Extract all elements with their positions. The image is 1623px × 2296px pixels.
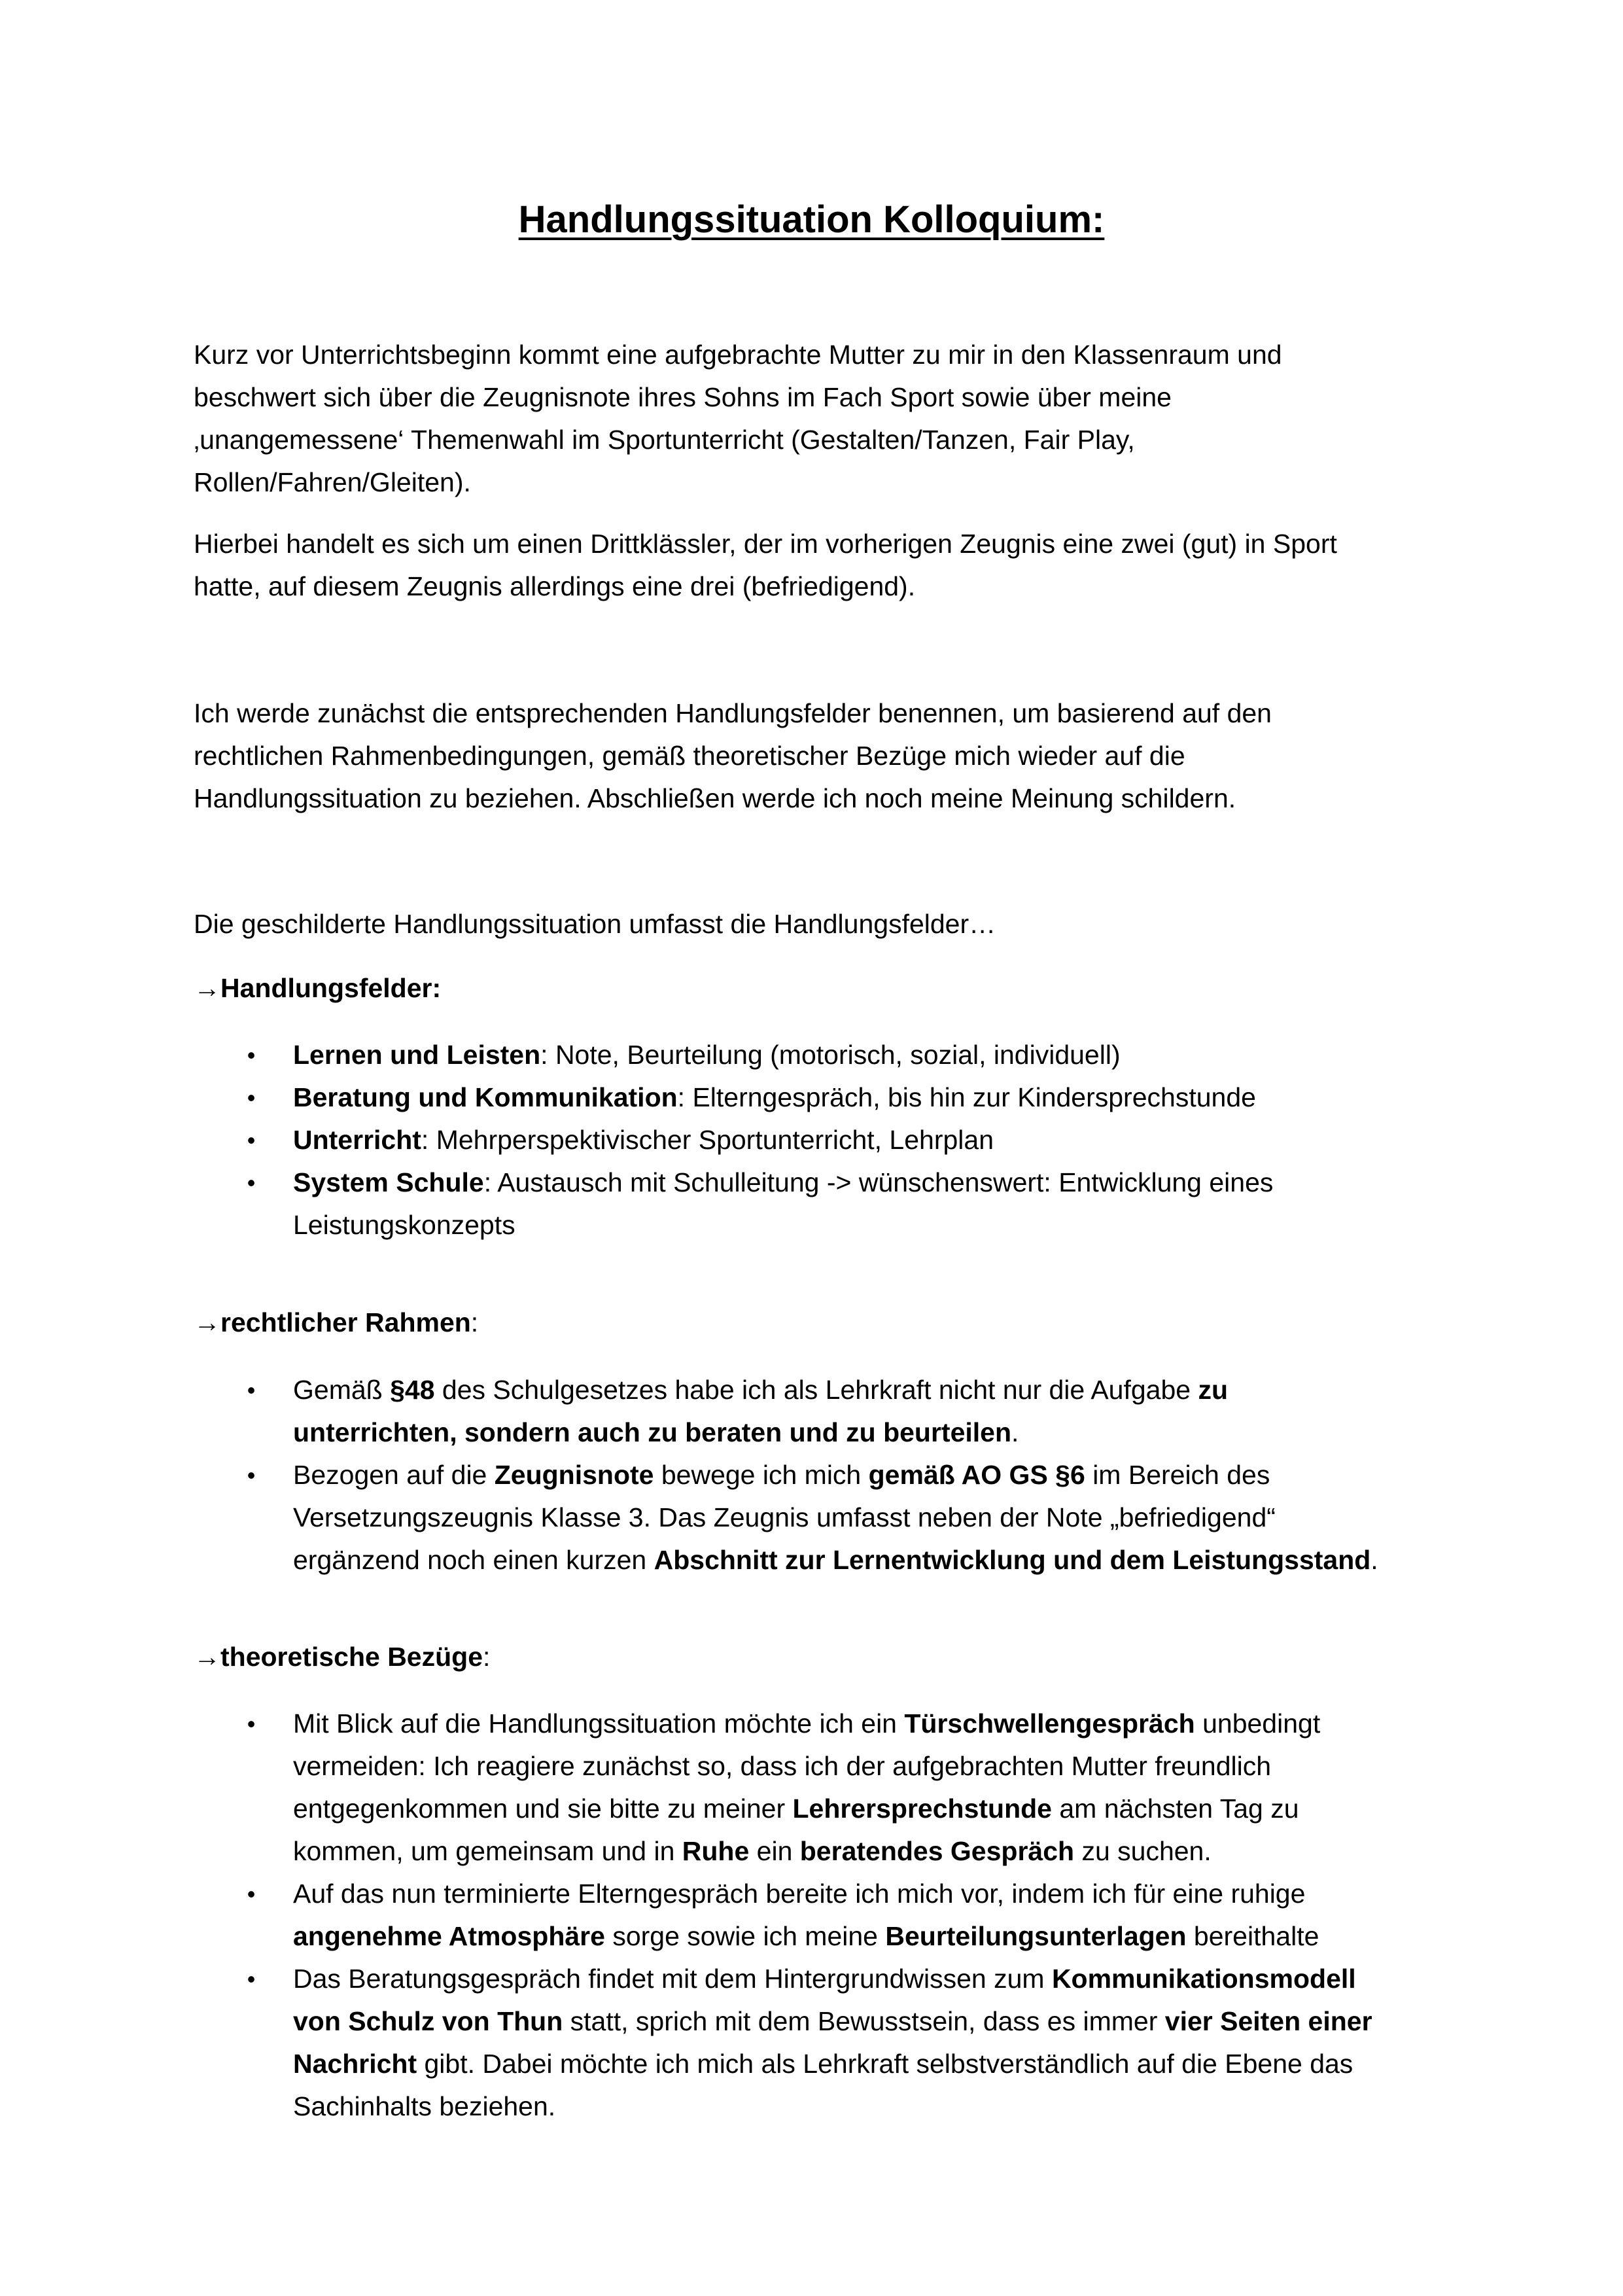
text-line: ‚unangemessene‘ Themenwahl im Sportunterricht (Gestalten/Tanzen, Fair Play, bbox=[194, 425, 1135, 455]
rechtlicher-rahmen-list bbox=[247, 1369, 1471, 1581]
item-text: statt, sprich mit dem Bewusstsein, dass es immer bbox=[563, 2006, 1165, 2036]
item-text: Das Beratungsgespräch findet mit dem Hintergrundwissen zum bbox=[293, 1964, 1052, 1994]
text-line: Kurz vor Unterrichtsbeginn kommt eine aufgebrachte Mutter zu mir in den Klassenraum und bbox=[194, 340, 1282, 370]
list-item bbox=[247, 1119, 1471, 1161]
item-text: gibt. Dabei möchte ich mich als Lehrkraft selbstverständlich auf die Ebene das bbox=[417, 2049, 1353, 2079]
bullet-icon: • bbox=[247, 1966, 256, 1992]
item-term: Beratung und Kommunikation bbox=[293, 1082, 678, 1112]
intro-paragraph-3 bbox=[194, 692, 1437, 820]
list-item bbox=[247, 1034, 1471, 1076]
text-line: Ich werde zunächst die entsprechenden Handlungsfelder benennen, um basierend auf den bbox=[194, 698, 1272, 728]
item-text: Leistungskonzepts bbox=[293, 1210, 515, 1240]
item-text: sorge sowie ich meine bbox=[604, 1921, 886, 1951]
arrow-right-icon: → bbox=[194, 973, 220, 1003]
item-term: Abschnitt zur Lernentwicklung und dem Leistungsstand bbox=[654, 1545, 1371, 1575]
item-text: ein bbox=[749, 1836, 800, 1866]
item-text: Mit Blick auf die Handlungssituation möchte ich ein bbox=[293, 1708, 905, 1739]
text-line: Hierbei handelt es sich um einen Drittklässler, der im vorherigen Zeugnis eine zwei (gut) in Sport bbox=[194, 529, 1337, 559]
bullet-icon: • bbox=[247, 1377, 256, 1404]
bullet-icon: • bbox=[247, 1462, 256, 1489]
theoretische-bezuege-list bbox=[247, 1703, 1471, 2128]
list-item bbox=[247, 1454, 1471, 1581]
bullet-icon: • bbox=[247, 1881, 256, 1907]
item-text: Versetzungszeugnis Klasse 3. Das Zeugnis umfasst neben der Note „befriedigend“ bbox=[293, 1502, 1276, 1532]
bullet-icon: • bbox=[247, 1127, 256, 1154]
item-term: Lehrersprechstunde bbox=[792, 1793, 1052, 1824]
item-text: im Bereich des bbox=[1085, 1460, 1270, 1490]
item-text: bereithalte bbox=[1186, 1921, 1319, 1951]
section-heading-handlungsfelder bbox=[194, 967, 441, 1010]
list-item bbox=[247, 1703, 1471, 1873]
list-item bbox=[247, 1076, 1471, 1119]
text-line: Rollen/Fahren/Gleiten). bbox=[194, 467, 471, 497]
arrow-right-icon: → bbox=[194, 1642, 220, 1672]
item-text: Bezogen auf die bbox=[293, 1460, 495, 1490]
handlungsfelder-list bbox=[247, 1034, 1471, 1246]
intro-paragraph-1 bbox=[194, 334, 1437, 504]
list-item bbox=[247, 1161, 1471, 1246]
item-text: entgegenkommen und sie bitte zu meiner bbox=[293, 1793, 793, 1824]
item-text: des Schulgesetzes habe ich als Lehrkraft nicht nur die Aufgabe bbox=[434, 1375, 1198, 1405]
item-term: Zeugnisnote bbox=[494, 1460, 654, 1490]
item-term: beratendes Gespräch bbox=[799, 1836, 1075, 1866]
item-term: System Schule bbox=[293, 1167, 484, 1197]
item-text: . bbox=[1011, 1417, 1019, 1447]
item-text: kommen, um gemeinsam und in bbox=[293, 1836, 682, 1866]
item-text: unbedingt bbox=[1195, 1708, 1321, 1739]
item-term: Ruhe bbox=[682, 1836, 750, 1866]
list-item bbox=[247, 1369, 1471, 1454]
item-text: : Austausch mit Schulleitung -> wünschenswert: Entwicklung eines bbox=[483, 1167, 1274, 1197]
bullet-icon: • bbox=[247, 1710, 256, 1737]
heading-suffix: : bbox=[470, 1307, 479, 1337]
text-line: hatte, auf diesem Zeugnis allerdings eine drei (befriedigend). bbox=[194, 571, 916, 601]
item-term: Unterricht bbox=[293, 1125, 421, 1155]
intro-paragraph-4 bbox=[194, 903, 1437, 945]
list-item bbox=[247, 1873, 1471, 1958]
item-term: angenehme Atmosphäre bbox=[293, 1921, 605, 1951]
text-line: beschwert sich über die Zeugnisnote ihres Sohns im Fach Sport sowie über meine bbox=[194, 382, 1172, 412]
item-term: Beurteilungsunterlagen bbox=[885, 1921, 1187, 1951]
item-text: Auf das nun terminierte Elterngespräch bereite ich mich vor, indem ich für eine ruhige bbox=[293, 1879, 1306, 1909]
bullet-icon: • bbox=[247, 1084, 256, 1111]
item-text: am nächsten Tag zu bbox=[1051, 1793, 1299, 1824]
heading-label: Handlungsfelder: bbox=[220, 973, 442, 1003]
item-term: zu bbox=[1198, 1375, 1229, 1405]
item-term: unterrichten, sondern auch zu beraten und zu beurteilen bbox=[293, 1417, 1012, 1447]
item-term: vier Seiten einer bbox=[1164, 2006, 1372, 2036]
heading-label: rechtlicher Rahmen bbox=[220, 1307, 471, 1337]
item-text: vermeiden: Ich reagiere zunächst so, dass ich der aufgebrachten Mutter freundlich bbox=[293, 1751, 1272, 1781]
item-text: ergänzend noch einen kurzen bbox=[293, 1545, 654, 1575]
item-term: §48 bbox=[390, 1375, 435, 1405]
item-text: zu suchen. bbox=[1074, 1836, 1212, 1866]
bullet-icon: • bbox=[247, 1169, 256, 1196]
text-line: Handlungssituation zu beziehen. Abschließen werde ich noch meine Meinung schildern. bbox=[194, 783, 1236, 813]
arrow-right-icon: → bbox=[194, 1307, 220, 1337]
item-text: bewege ich mich bbox=[654, 1460, 869, 1490]
item-term: Nachricht bbox=[293, 2049, 417, 2079]
heading-suffix: : bbox=[483, 1642, 491, 1672]
page-title: Handlungssituation Kolloquium: bbox=[518, 198, 1105, 241]
section-heading-rechtlicher-rahmen bbox=[194, 1301, 478, 1344]
item-text: : Note, Beurteilung (motorisch, sozial, individuell) bbox=[540, 1040, 1121, 1070]
item-text: . bbox=[1370, 1545, 1378, 1575]
item-term: von Schulz von Thun bbox=[293, 2006, 563, 2036]
list-item bbox=[247, 1958, 1471, 2128]
item-text: : Mehrperspektivischer Sportunterricht, Lehrplan bbox=[421, 1125, 994, 1155]
bullet-icon: • bbox=[247, 1042, 256, 1069]
heading-label: theoretische Bezüge bbox=[220, 1642, 483, 1672]
item-term: gemäß AO GS §6 bbox=[868, 1460, 1085, 1490]
item-text: Sachinhalts beziehen. bbox=[293, 2091, 556, 2121]
item-text: Gemäß bbox=[293, 1375, 391, 1405]
item-term: Kommunikationsmodell bbox=[1051, 1964, 1356, 1994]
text-line: rechtlichen Rahmenbedingungen, gemäß theoretischer Bezüge mich wieder auf die bbox=[194, 741, 1185, 771]
item-term: Lernen und Leisten bbox=[293, 1040, 541, 1070]
text-line: Die geschilderte Handlungssituation umfasst die Handlungsfelder… bbox=[194, 909, 996, 939]
item-text: : Elterngespräch, bis hin zur Kindersprechstunde bbox=[677, 1082, 1256, 1112]
item-term: Türschwellengespräch bbox=[904, 1708, 1195, 1739]
section-heading-theoretische-bezuege bbox=[194, 1636, 490, 1678]
intro-paragraph-2 bbox=[194, 523, 1437, 608]
